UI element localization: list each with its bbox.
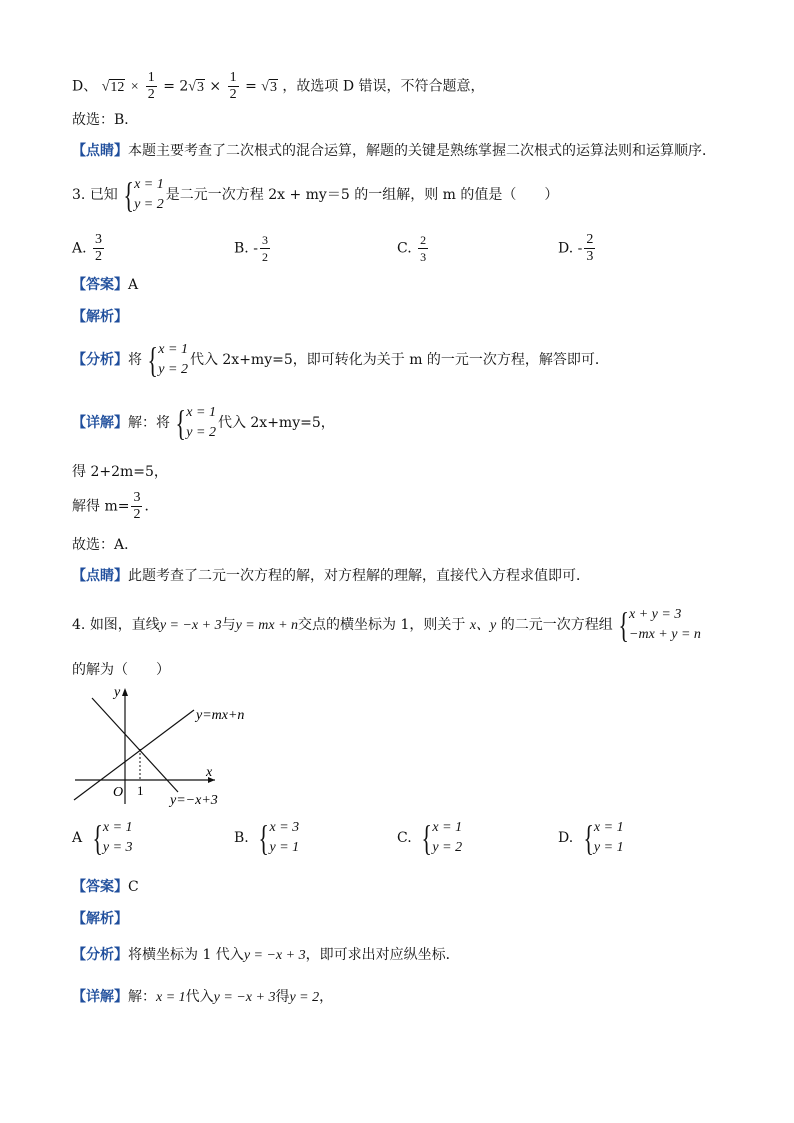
q3-fenxi: 【分析】将 { x = 1 y = 2 代入 2x+my=5，即可转化为关于 m 的一元一次方程，解答即可． — [72, 340, 609, 380]
question-number: 3. — [72, 187, 86, 203]
q4-graph — [70, 684, 270, 810]
q3-choice: 故选：A． — [72, 537, 139, 553]
comment-text: 本题主要考查了二次根式的混合运算，解题的关键是熟练掌握二次根式的运算法则和运算顺序． — [128, 143, 716, 159]
q3-stem — [72, 175, 558, 215]
q4-detail: 【详解】解：x = 1代入y = −x + 3得y = 2， — [72, 989, 334, 1005]
line-mx-plus-n-label: y=mx+n — [196, 708, 245, 723]
q3-step2: 解得 m= $\frac{3}{2}$ ． — [72, 490, 159, 522]
q3-step1: 得 2+2m=5， — [72, 464, 168, 480]
option-d-conclusion: ，故选项 D 错误，不符合题意， — [282, 78, 485, 95]
q4-stem: 4. 如图，直线y = −x + 3与y = mx + n交点的横坐标为 1，则关于 x、y 的二元一次方程组 { x + y = 3 −mx + y = n — [72, 605, 701, 645]
line-neg-x-plus-3 — [92, 698, 178, 792]
stem-prefix: 已知 — [89, 187, 118, 203]
q3-option-a[interactable]: A. $\frac{3}{2}$ — [72, 232, 103, 264]
fraction-half: $\frac{1}{2}$ — [229, 70, 237, 102]
q4-answer: 【答案】C — [72, 879, 139, 895]
q4-analysis-heading: 【解析】 — [72, 911, 128, 927]
line-neg-x-plus-3-label: y=−x+3 — [170, 793, 218, 808]
q2-option-d: D、 √12 × $\frac{1}{2}$ = 2√3 × $\frac{1}{2}$ = √3 ，故选项 D 错误，不符合题意， — [72, 70, 485, 102]
q3-option-b[interactable]: B. - $\frac{3}{2}$ — [234, 233, 268, 264]
line-mx-plus-n — [74, 710, 194, 800]
q2-comment — [72, 141, 716, 161]
q4-option-a[interactable]: A { x = 1 y = 3 — [72, 818, 133, 858]
tick-1-label: 1 — [137, 783, 144, 798]
q3-comment: 【点睛】此题考查了二元一次方程的解，对方程解的理解，直接代入方程求值即可． — [72, 568, 590, 584]
q4-option-b[interactable]: B. { x = 3 y = 1 — [234, 818, 300, 858]
sqrt-12: √12 — [101, 79, 125, 95]
sqrt-3: √3 — [188, 79, 204, 95]
option-label: D、 — [72, 78, 98, 95]
q4-stem-end: 的解为（ ） — [72, 662, 170, 678]
origin-label: O — [113, 785, 124, 800]
q4-option-d[interactable]: D. { x = 1 y = 1 — [558, 818, 624, 858]
equation-system: { x = 1 y = 2 — [147, 340, 188, 380]
sqrt-3: √3 — [261, 79, 277, 95]
fraction-half: $\frac{1}{2}$ — [147, 70, 155, 102]
q3-option-d[interactable]: D. - $\frac{2}{3}$ — [558, 232, 594, 264]
q2-choice: 故选：B． — [72, 112, 139, 128]
stem-suffix: 是二元一次方程 2x + my＝5 的一组解，则 m 的值是（ ） — [165, 187, 559, 203]
q3-answer: 【答案】A — [72, 277, 139, 293]
y-axis-label: y — [114, 685, 121, 700]
q3-detail: 【详解】解：将 { x = 1 y = 2 代入 2x+my=5， — [72, 403, 335, 443]
q4-option-c[interactable]: C. { x = 1 y = 2 — [397, 818, 463, 858]
equation-system: { x + y = 3 −mx + y = n — [618, 605, 701, 645]
q4-fenxi: 【分析】将横坐标为 1 代入y = −x + 3，即可求出对应纵坐标． — [72, 947, 460, 963]
q3-option-c[interactable]: C. $\frac{2}{3}$ — [397, 233, 427, 264]
equation-system: { x = 1 y = 2 — [175, 403, 216, 443]
q3-analysis-heading: 【解析】 — [72, 309, 128, 325]
comment-tag: 【点睛】 — [72, 143, 128, 159]
x-axis-label: x — [206, 765, 213, 780]
y-axis-arrow — [122, 688, 128, 696]
equation-system: { x = 1 y = 2 — [123, 175, 164, 215]
